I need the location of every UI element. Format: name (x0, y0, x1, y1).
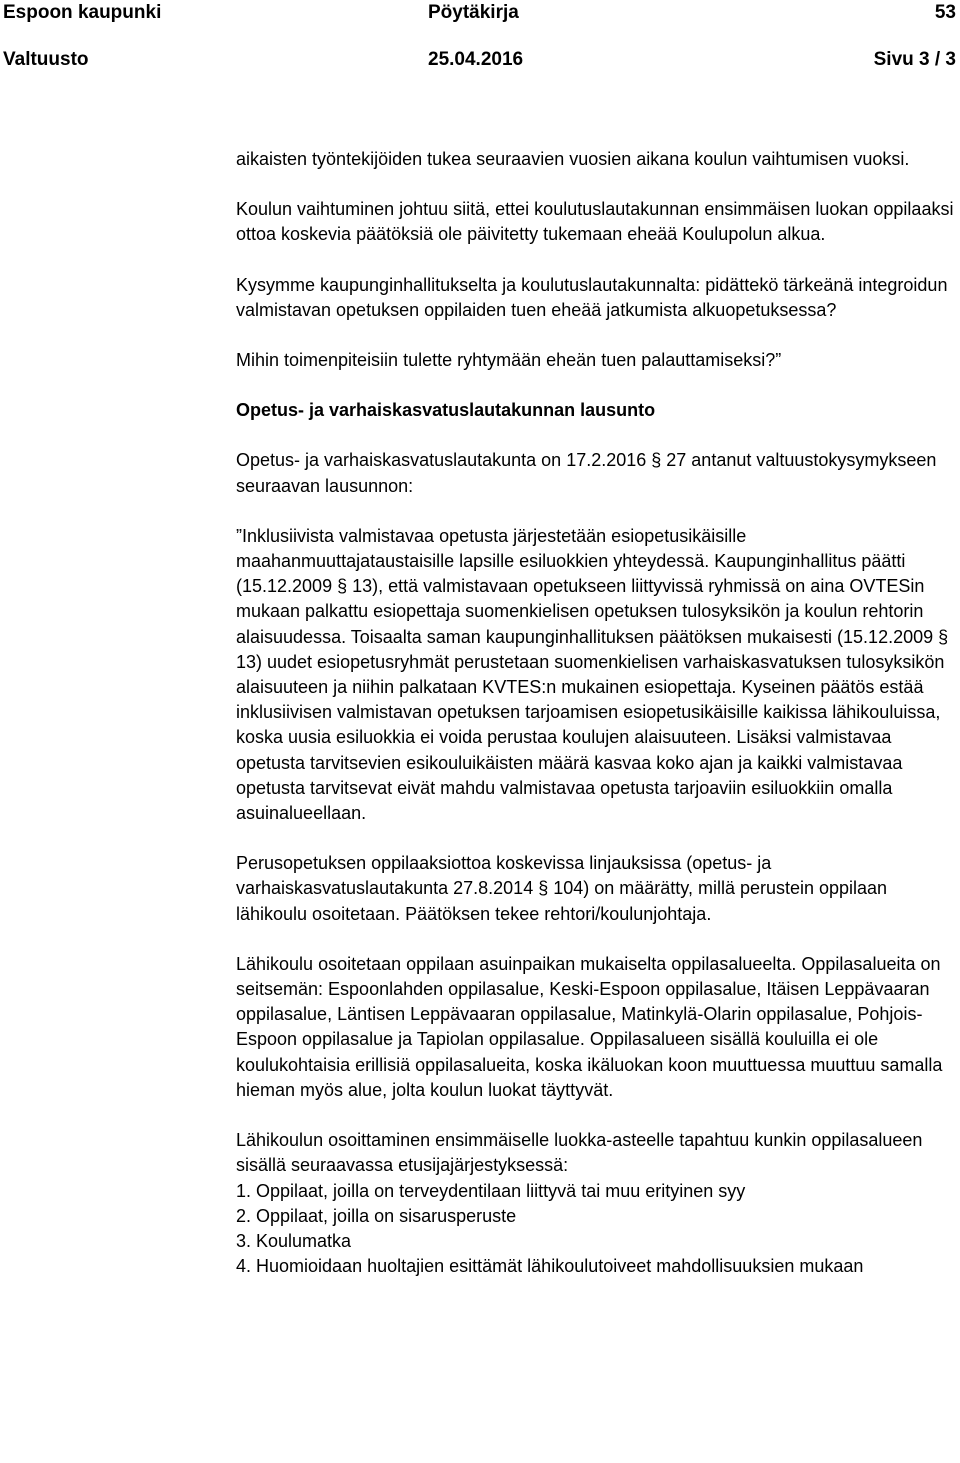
document-body (236, 147, 958, 1279)
paragraph-4: Mihin toimenpiteisiin tulette ryhtymään eheän tuen palauttamiseksi?” (236, 350, 782, 371)
page-header-row-1 (0, 0, 960, 28)
paragraph-9: Lähikoulun osoittaminen ensimmäiselle luokka-asteelle tapahtuu kunkin oppilasalueen sisällä seuraavassa etusijajärjestyksessä: (236, 1130, 923, 1176)
page-header-row-2 (0, 45, 960, 75)
paragraph-1: aikaisten työntekijöiden tukea seuraavien vuosien aikana koulun vaihtumisen vuoksi. (236, 149, 910, 169)
section-number: 53 (934, 2, 956, 23)
priority-list-item: 2. Oppilaat, joilla on sisarusperuste (236, 1205, 517, 1226)
statement-heading: Opetus- ja varhaiskasvatuslautakunnan lausunto (236, 400, 656, 421)
paragraph-7: Perusopetuksen oppilaaksiottoa koskevissa linjauksissa (opetus- ja varhaiskasvatuslautakunta 27.8.2014 § 104) on määrätty, millä perustein oppilaan lähikoulu osoitetaan. Päätöksen tekee rehtori/koulunjohtaja. (236, 853, 888, 924)
paragraph-5: Opetus- ja varhaiskasvatuslautakunta on 17.2.2016 § 27 antanut valtuustokysymykseen seuraavan lausunnon: (236, 450, 937, 496)
priority-list-item: 4. Huomioidaan huoltajien esittämät lähikoulutoiveet mahdollisuuksien mukaan (236, 1256, 864, 1277)
paragraph-8: Lähikoulu osoitetaan oppilaan asuinpaikan mukaiselta oppilasalueelta. Oppilasalueita on seitsemän: Espoonlahden oppilasalue, Keski-Espoon oppilasalue, Itäisen Leppävaaran oppilasalue, Läntisen Leppävaaran oppilasalue, Matinkylä-Olarin oppilasalue, Pohjois-Espoon oppilasalue ja Tapiolan oppilasalue. Oppilasalueen sisällä kouluilla ei ole koulukohtaisia erillisiä oppilasalueita, koska ikäluokan koon muuttuessa muuttuu samalla hieman myös alue, jolta koulun luokat täyttyvät. (236, 953, 943, 1100)
paragraph-3: Kysymme kaupunginhallitukselta ja koulutuslautakunnalta: pidättekö tärkeänä integroidun valmistavan opetuksen oppilaiden tuen eheää jatkumista alkuopetuksessa? (236, 274, 948, 320)
page-number: Sivu 3 / 3 (873, 49, 956, 70)
municipality-name: Espoon kaupunki (3, 2, 162, 23)
body-name: Valtuusto (3, 49, 89, 70)
paragraph-2: Koulun vaihtuminen johtuu siitä, ettei koulutuslautakunnan ensimmäisen luokan oppilaaksi ottoa koskevia päätöksiä ole päivitetty tukemaan eheää Koulupolun alkua. (236, 199, 954, 245)
paragraph-6: ”Inklusiivista valmistavaa opetusta järjestetään esiopetusikäisille maahanmuuttajataustaisille lapsille esiluokkien yhteydessä. Kaupunginhallitus päätti (15.12.2009 § 13), että valmistavaan opetukseen liittyvissä ryhmissä on aina OVTESin mukaan palkattu esiopettaja suomenkielisen opetuksen tulosyksikön ja koulun rehtorin alaisuudessa. Toisaalta saman kaupunginhallituksen päätöksen mukaisesti (15.12.2009 § 13) uudet esiopetusryhmät perustetaan suomenkielisen varhaiskasvatuksen tulosyksikön alaisuuteen ja niihin palkataan KVTES:n mukainen esiopettaja. Kyseinen päätös estää inklusiivisen valmistavan opetuksen tarjoamisen esiopetusikäisille kaikissa lähikouluissa, koska uusia esiluokkia ei voida perustaa koulujen alaisuuteen. Lisäksi valmistavaa opetusta tarvitsevien esikouluikäisten määrä kasvaa koko ajan ja kaikki valmistavaa opetusta tarvitsevat eivät mahdu valmistavaa opetusta tarjoaviin esiluokkiin omalla asuinalueellaan. (236, 525, 949, 824)
priority-list-item: 1. Oppilaat, joilla on terveydentilaan liittyvä tai muu erityinen syy (236, 1180, 746, 1201)
document-type: Pöytäkirja (428, 2, 519, 23)
priority-list-item: 3. Koulumatka (236, 1230, 352, 1251)
meeting-date: 25.04.2016 (428, 49, 524, 70)
